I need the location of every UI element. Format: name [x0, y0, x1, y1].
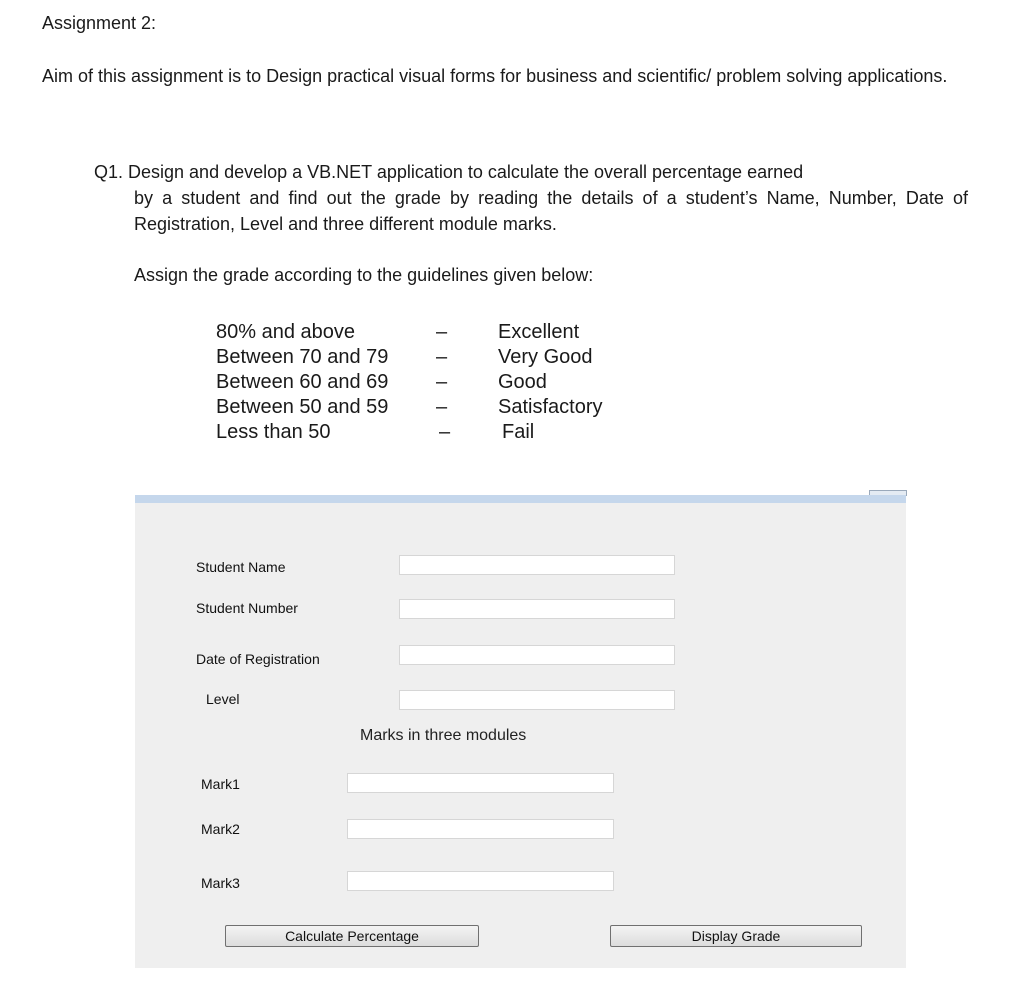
level-label: Level — [206, 691, 240, 707]
grade-dash: – — [436, 371, 448, 393]
question-1 — [94, 159, 968, 237]
question-1-first-line: Q1. Design and develop a VB.NET application to calculate the overall percentage earned — [94, 162, 804, 182]
mark2-input[interactable] — [347, 819, 614, 839]
aim-paragraph: Aim of this assignment is to Design practical visual forms for business and scientific/ problem solving applications. — [42, 66, 948, 86]
grade-label: Fail — [502, 421, 535, 443]
question-1-body: by a student and find out the grade by reading the details of a student’s Name, Number, Date of Registration, Level and three different module marks. — [134, 188, 968, 234]
grade-label: Satisfactory — [498, 396, 603, 418]
grade-dash: – — [436, 396, 448, 418]
grade-guidelines — [216, 321, 636, 446]
grade-range: 80% and above — [216, 321, 356, 343]
assignment-title: Assignment 2: — [42, 13, 157, 33]
grade-instruction: Assign the grade according to the guidelines given below: — [134, 265, 594, 285]
marks-heading: Marks in three modules — [360, 727, 527, 744]
date-of-registration-input[interactable] — [399, 645, 675, 665]
calculate-percentage-button[interactable]: Calculate Percentage — [225, 925, 479, 947]
date-of-registration-label: Date of Registration — [196, 651, 320, 667]
mark2-label: Mark2 — [201, 821, 240, 837]
mark3-input[interactable] — [347, 871, 614, 891]
grade-range: Between 60 and 69 — [216, 371, 389, 393]
level-input[interactable] — [399, 690, 675, 710]
grade-row — [216, 421, 636, 446]
grade-row — [216, 396, 636, 421]
student-name-label: Student Name — [196, 559, 286, 575]
student-form-window — [135, 495, 906, 968]
grade-range: Between 70 and 79 — [216, 346, 389, 368]
grade-range: Less than 50 — [216, 421, 331, 443]
grade-row — [216, 321, 636, 346]
grade-row — [216, 371, 636, 396]
grade-dash: – — [436, 321, 448, 343]
grade-row — [216, 346, 636, 371]
student-name-input[interactable] — [399, 555, 675, 575]
student-number-label: Student Number — [196, 600, 298, 616]
student-number-input[interactable] — [399, 599, 675, 619]
mark3-label: Mark3 — [201, 875, 240, 891]
grade-range: Between 50 and 59 — [216, 396, 389, 418]
grade-dash: – — [439, 421, 451, 443]
grade-label: Good — [498, 371, 547, 393]
grade-dash: – — [436, 346, 448, 368]
grade-label: Very Good — [498, 346, 593, 368]
mark1-input[interactable] — [347, 773, 614, 793]
grade-label: Excellent — [498, 321, 580, 343]
mark1-label: Mark1 — [201, 776, 240, 792]
display-grade-button[interactable]: Display Grade — [610, 925, 862, 947]
